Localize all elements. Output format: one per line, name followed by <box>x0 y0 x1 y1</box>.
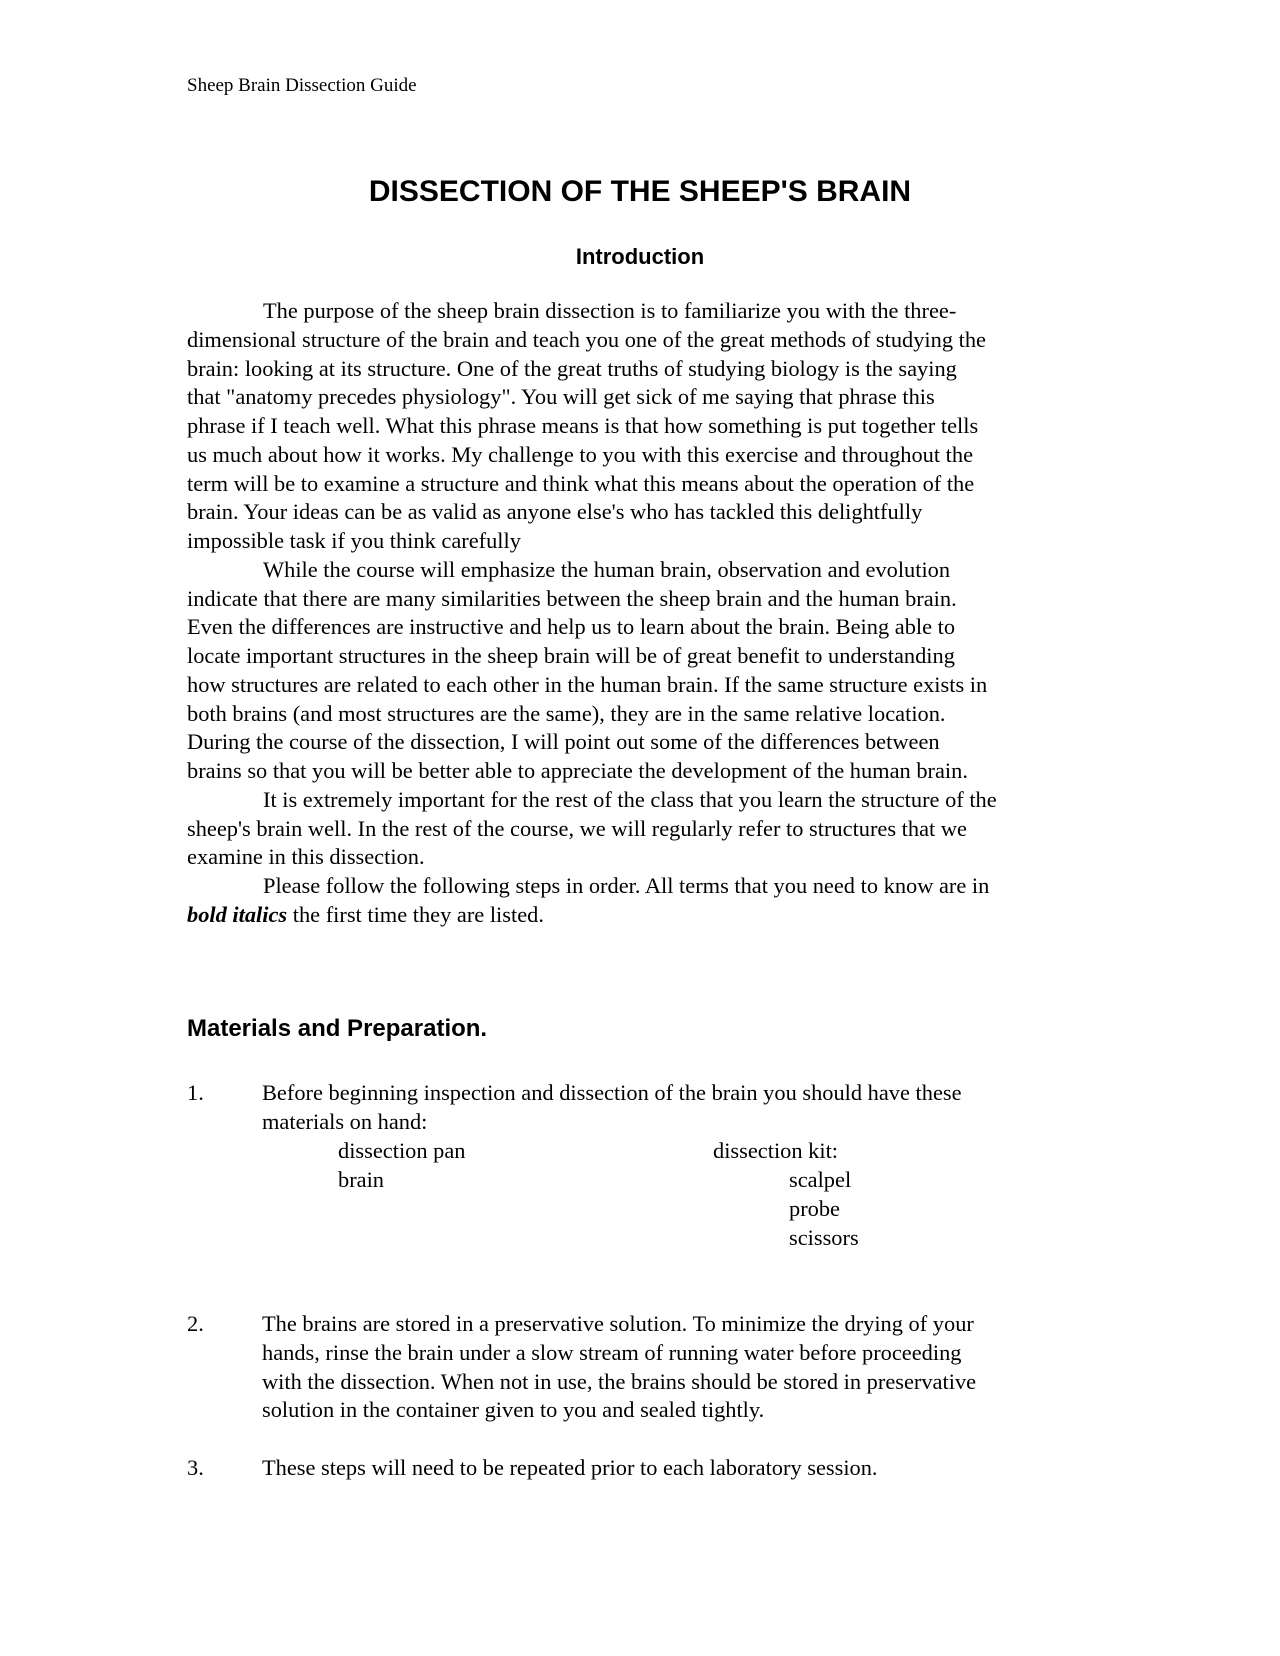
paragraph-line-rest: the first time they are listed. <box>287 901 544 927</box>
paragraph-line: impossible task if you think carefully <box>187 528 521 553</box>
paragraph-line: During the course of the dissection, I will point out some of the differences between <box>187 729 940 755</box>
emphasis-text: bold italics <box>187 901 288 927</box>
list-number: 3. <box>187 1455 204 1480</box>
paragraph-line: both brains (and most structures are the same), they are in the same relative location. <box>187 700 946 726</box>
materials-heading: Materials and Preparation. <box>187 1015 488 1042</box>
paragraph-line: dimensional structure of the brain and teach you one of the great methods of studying the <box>187 326 987 352</box>
kit-item: scalpel <box>789 1167 852 1192</box>
paragraph-line: that "anatomy precedes physiology". You will get sick of me saying that phrase this <box>187 384 935 410</box>
list-item-line: These steps will need to be repeated prior to each laboratory session. <box>262 1455 878 1480</box>
list-item-line: hands, rinse the brain under a slow stream of running water before proceeding <box>262 1339 962 1365</box>
running-header: Sheep Brain Dissection Guide <box>187 75 417 96</box>
material-item: dissection pan <box>338 1138 466 1163</box>
document-title: DISSECTION OF THE SHEEP'S BRAIN <box>368 175 912 208</box>
list-item-line: solution in the container given to you and sealed tightly. <box>262 1397 765 1423</box>
paragraph-line: It is extremely important for the rest of the class that you learn the structure of the <box>263 786 997 812</box>
list-number: 2. <box>187 1311 204 1336</box>
paragraph-line <box>187 901 1097 930</box>
paragraph-line: brain: looking at its structure. One of the great truths of studying biology is the saying <box>187 355 957 381</box>
paragraph-line: brains so that you will be better able to appreciate the development of the human brain. <box>187 758 968 783</box>
list-number: 1. <box>187 1080 204 1105</box>
paragraph-line: sheep's brain well. In the rest of the course, we will regularly refer to structures that we <box>187 815 967 841</box>
dissection-kit-label: dissection kit: <box>713 1138 839 1163</box>
paragraph-line: locate important structures in the sheep brain will be of great benefit to understanding <box>187 643 955 668</box>
list-item-line: materials on hand: <box>262 1108 428 1134</box>
paragraph-line: Even the differences are instructive and help us to learn about the brain. Being able to <box>187 614 956 640</box>
paragraph-line: us much about how it works. My challenge to you with this exercise and throughout the <box>187 441 974 467</box>
paragraph-line: examine in this dissection. <box>187 844 425 870</box>
list-item-text <box>262 1079 1102 1137</box>
list-item-line: with the dissection. When not in use, the brains should be stored in preservative <box>262 1368 977 1394</box>
list-item-line: The brains are stored in a preservative solution. To minimize the drying of your <box>262 1311 974 1336</box>
paragraph-line: how structures are related to each other in the human brain. If the same structure exists in <box>187 671 988 697</box>
paragraph-line: The purpose of the sheep brain dissection is to familiarize you with the three- <box>263 298 957 323</box>
list-item-text <box>262 1310 1102 1425</box>
introduction-body <box>187 297 1097 930</box>
paragraph-line: indicate that there are many similarities between the sheep brain and the human brain. <box>187 585 957 611</box>
kit-item: probe <box>789 1196 840 1221</box>
paragraph-line: Please follow the following steps in order. All terms that you need to know are in <box>263 873 990 898</box>
list-item-line: Before beginning inspection and dissection of the brain you should have these <box>262 1080 962 1105</box>
material-item: brain <box>338 1167 385 1192</box>
paragraph-line: phrase if I teach well. What this phrase means is that how something is put together tells <box>187 413 979 438</box>
list-item-text <box>262 1454 1102 1483</box>
paragraph-line: term will be to examine a structure and think what this means about the operation of the <box>187 470 975 496</box>
kit-item: scissors <box>789 1225 859 1250</box>
paragraph-line: While the course will emphasize the human brain, observation and evolution <box>263 556 951 582</box>
paragraph-line: brain. Your ideas can be as valid as anyone else's who has tackled this delightfully <box>187 499 923 525</box>
introduction-heading: Introduction <box>575 244 705 269</box>
